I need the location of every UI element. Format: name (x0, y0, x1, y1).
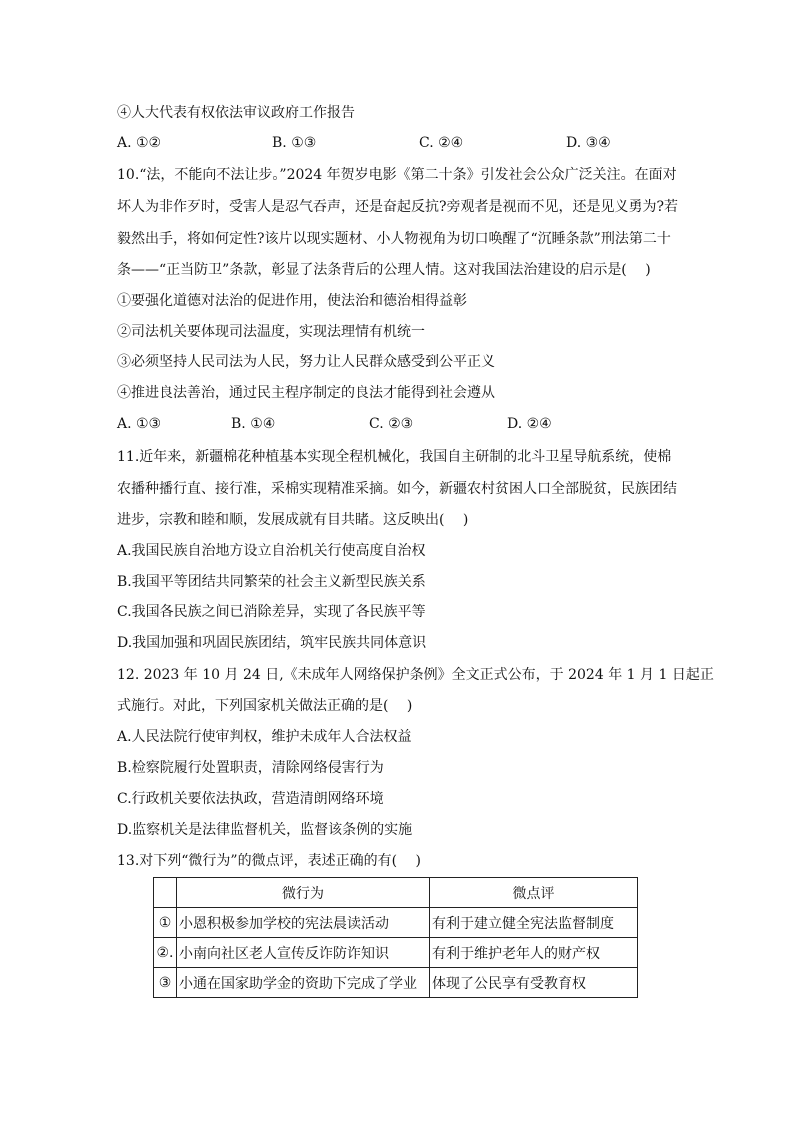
q10-item-3: ③必须坚持人民司法为人民，努力让人民群众感受到公平正义 (117, 354, 495, 370)
table-header-row (154, 878, 638, 908)
q9-option-c[interactable]: C. ②④ (419, 135, 464, 151)
q9-item-4: ④人大代表有权依法审议政府工作报告 (117, 105, 355, 121)
header-comment: 微点评 (430, 878, 638, 908)
q12-option-a[interactable]: A.人民法院行使审判权，维护未成年人合法权益 (117, 729, 412, 745)
q10-item-1: ①要强化道德对法治的促进作用，使法治和德治相得益彰 (117, 293, 467, 309)
q10-option-d[interactable]: D. ②④ (507, 416, 552, 432)
row-comment: 体现了公民享有受教育权 (430, 968, 638, 998)
row-behavior: 小通在国家助学金的资助下完成了学业 (177, 968, 430, 998)
q13-stem: 13.对下列“微行为”的微点评，表述正确的有( ) (117, 853, 421, 869)
q10-option-b[interactable]: B. ①④ (231, 416, 276, 432)
q11-stem-line-2: 农播种播行直、接行准，采棉实现精准采摘。如今，新疆农村贫困人口全部脱贫，民族团结 (117, 481, 677, 497)
q10-stem-line-1: 10.“法，不能向不法让步。”2024 年贺岁电影《第二十条》引发社会公众广泛关注。在面对 (117, 167, 677, 183)
q11-stem-line-1: 11.近年来，新疆棉花种植基本实现全程机械化，我国自主研制的北斗卫星导航系统，使棉 (117, 449, 672, 465)
q12-option-b[interactable]: B.检察院履行处置职责，清除网络侵害行为 (117, 760, 384, 776)
row-index: ③ (154, 968, 177, 998)
table-row (154, 908, 638, 938)
q10-item-4: ④推进良法善治，通过民主程序制定的良法才能得到社会遵从 (117, 385, 495, 401)
q11-stem-line-3: 进步，宗教和睦和顺，发展成就有目共睹。这反映出( ) (117, 512, 469, 528)
q11-option-b[interactable]: B.我国平等团结共同繁荣的社会主义新型民族关系 (117, 574, 426, 590)
q10-stem-line-3: 毅然出手，将如何定性?该片以现实题材、小人物视角为切口唤醒了“沉睡条款”刑法第二十 (117, 231, 671, 247)
header-behavior: 微行为 (177, 878, 430, 908)
row-index: ① (154, 908, 177, 938)
q10-option-a[interactable]: A. ①③ (117, 416, 162, 432)
q11-option-d[interactable]: D.我国加强和巩固民族团结，筑牢民族共同体意识 (117, 635, 427, 651)
row-index: ②. (154, 938, 177, 968)
q10-stem-line-2: 坏人为非作歹时，受害人是忍气吞声，还是奋起反抗?旁观者是视而不见，还是见义勇为?若 (117, 199, 679, 215)
q11-option-a[interactable]: A.我国民族自治地方设立自治机关行使高度自治权 (117, 543, 426, 559)
q11-option-c[interactable]: C.我国各民族之间已消除差异，实现了各民族平等 (117, 604, 426, 620)
q10-options (117, 414, 677, 434)
q9-option-d[interactable]: D. ③④ (566, 135, 611, 151)
table-row (154, 938, 638, 968)
row-comment: 有利于维护老年人的财产权 (430, 938, 638, 968)
q10-item-2: ②司法机关要体现司法温度，实现法理情有机统一 (117, 324, 425, 340)
row-comment: 有利于建立健全宪法监督制度 (430, 908, 638, 938)
q10-stem-line-4: 条——“正当防卫”条款，彰显了法条背后的公理人情。这对我国法治建设的启示是( ) (117, 262, 651, 278)
q12-stem-line-1: 12. 2023 年 10 月 24 日,《未成年人网络保护条例》全文正式公布，于 2024 年 1 月 1 日起正 (117, 667, 714, 683)
row-behavior: 小恩积极参加学校的宪法晨读活动 (177, 908, 430, 938)
header-index-cell (154, 878, 177, 908)
q9-option-b[interactable]: B. ①③ (272, 135, 317, 151)
q12-option-d[interactable]: D.监察机关是法律监督机关，监督该条例的实施 (117, 822, 413, 838)
q9-option-a[interactable]: A. ①② (117, 135, 162, 151)
row-behavior: 小南向社区老人宣传反诈防诈知识 (177, 938, 430, 968)
micro-behavior-table (153, 877, 638, 998)
q12-stem-line-2: 式施行。对此，下列国家机关做法正确的是( ) (117, 698, 413, 714)
table-row (154, 968, 638, 998)
q9-options (117, 133, 677, 153)
q10-option-c[interactable]: C. ②③ (369, 416, 414, 432)
q12-option-c[interactable]: C.行政机关要依法执政，营造清朗网络环境 (117, 791, 384, 807)
